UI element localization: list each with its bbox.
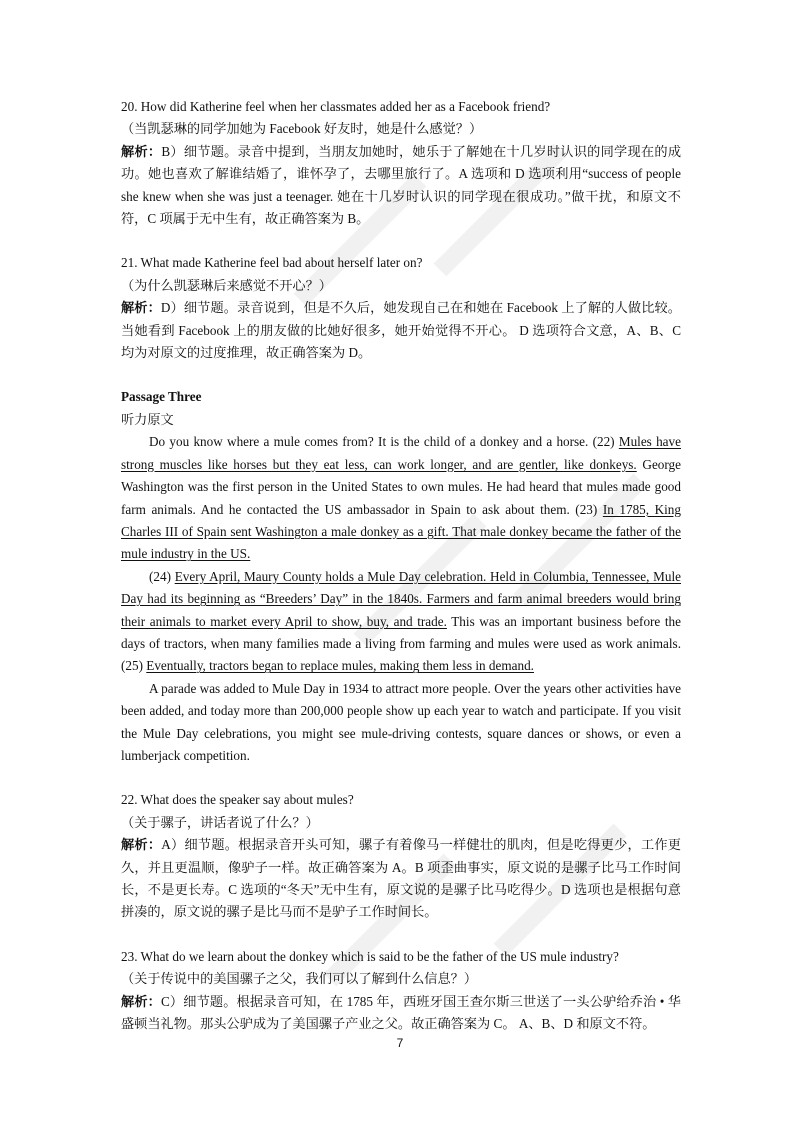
question-23-analysis — [121, 991, 681, 1036]
passage-p2-underlined-25: Eventually, tractors began to replace mules, making them less in demand. — [146, 658, 534, 674]
analysis-label: 解析： — [121, 837, 162, 853]
passage-p2-underlined-24: Every April, Maury County holds a Mule Day celebration. Held in Columbia, Tennessee, Mule Day had its beginning as “Breeders’ Day” in the 1840s. Farmers and farm animal breeders would bring their animals to market every April to show, buy, and trade. — [121, 568, 681, 629]
question-21-block — [121, 252, 681, 364]
passage-p1-text-a: Do you know where a mule comes from? It is the child of a donkey and a horse. (22) — [149, 434, 619, 450]
question-20-translation: （当凯瑟琳的同学加她为 Facebook 好友时，她是什么感觉？） — [121, 121, 483, 137]
question-23-translation: （关于传说中的美国骡子之父，我们可以了解到什么信息？） — [121, 971, 478, 987]
spacer — [121, 364, 681, 386]
passage-three-block — [121, 386, 681, 767]
question-20-analysis — [121, 141, 681, 231]
question-20-analysis-text: B）细节题。录音中提到，当朋友加她时，她乐于了解她在十几岁时认识的同学现在的成功。她也喜欢了解谁结婚了，谁怀孕了，去哪里旅行了。A 选项和 D 选项利用“success of people she knew when she was just a teenager. 她在十几岁时认识的同学现在很成功。”做干扰，和原文不符，C 项属于无中生有，故正确答案为 B。 — [121, 143, 682, 227]
passage-p2-text-b: This was an important business before the days of tractors, when many families made a living from farming and mules were used as work animals. (25) — [121, 613, 681, 674]
main-content — [121, 96, 681, 1035]
passage-paragraph-3: A parade was added to Mule Day in 1934 to attract more people. Over the years other activities have been added, and today more than 200,000 people show up each year to watch and participate. If you visit the Mule Day celebrations, you might see mule-driving contests, square dances or shows, or even a lumberjack competition. — [121, 680, 681, 763]
analysis-label: 解析： — [121, 993, 161, 1009]
passage-p2-text-a: (24) — [149, 568, 175, 584]
passage-subtitle: 听力原文 — [121, 411, 174, 427]
question-20-block — [121, 96, 681, 230]
question-22-translation: （关于骡子，讲话者说了什么？） — [121, 814, 319, 830]
spacer — [121, 924, 681, 946]
question-22-block — [121, 789, 681, 923]
passage-paragraph-2 — [121, 566, 681, 678]
question-22-text: 22. What does the speaker say about mules? — [121, 792, 354, 808]
question-20-text: 20. How did Katherine feel when her classmates added her as a Facebook friend? — [121, 99, 551, 114]
question-22-analysis-text: A）细节题。根据录音开头可知，骡子有着像马一样健壮的肌肉，但是吃得更少，工作更久，并且更温顺，像驴子一样。故正确答案为 A。B 项歪曲事实，原文说的是骡子比马工作时间长，不是更长寿。C 选项的“冬天”无中生有，原文说的是骡子比马吃得少。D 选项也是根据句意拼凑的，原文说的骡子是比马而不是驴子工作时间长。 — [121, 837, 681, 920]
passage-p1-text-b: George Washington was the first person in the United States to own mules. He had heard that mules made good farm animals. And he contacted the US ambassador in Spain to ask about them. (23) — [121, 456, 681, 517]
question-21-text: 21. What made Katherine feel bad about herself later on? — [121, 255, 423, 271]
question-21-translation: （为什么凯瑟琳后来感觉不开心？） — [121, 277, 332, 293]
spacer — [121, 230, 681, 252]
passage-p1-underlined-22: Mules have strong muscles like horses but they eat less, can work longer, and are gentler, like donkeys. — [121, 434, 681, 472]
question-21-analysis — [121, 297, 681, 364]
question-22-analysis — [121, 834, 681, 924]
passage-paragraph-1 — [121, 431, 681, 565]
question-21-analysis-text: D）细节题。录音说到，但是不久后，她发现自己在和她在 Facebook 上了解的人做比较。当她看到 Facebook 上的朋友做的比她好很多，她开始觉得不开心。 D 选项符合文意，A、B、C 均为对原文的过度推理，故正确答案为 D。 — [121, 300, 681, 361]
page-number: 7 — [396, 1036, 404, 1050]
passage-p1-underlined-23: In 1785, King Charles III of Spain sent Washington a male donkey as a gift. That male donkey became the father of the mule industry in the US. — [121, 501, 681, 562]
passage-title: Passage Three — [121, 389, 202, 405]
analysis-label: 解析： — [121, 300, 161, 316]
spacer — [121, 767, 681, 789]
question-23-block — [121, 946, 681, 1036]
question-23-analysis-text: C）细节题。根据录音可知，在 1785 年，西班牙国王查尔斯三世送了一头公驴给乔治 • 华盛顿当礼物。那头公驴成为了美国骡子产业之父。故正确答案为 C。 A、B、D 和原文不符。 — [121, 993, 681, 1032]
analysis-label: 解析： — [121, 143, 162, 159]
question-23-text: 23. What do we learn about the donkey which is said to be the father of the US mule industry? — [121, 948, 619, 964]
